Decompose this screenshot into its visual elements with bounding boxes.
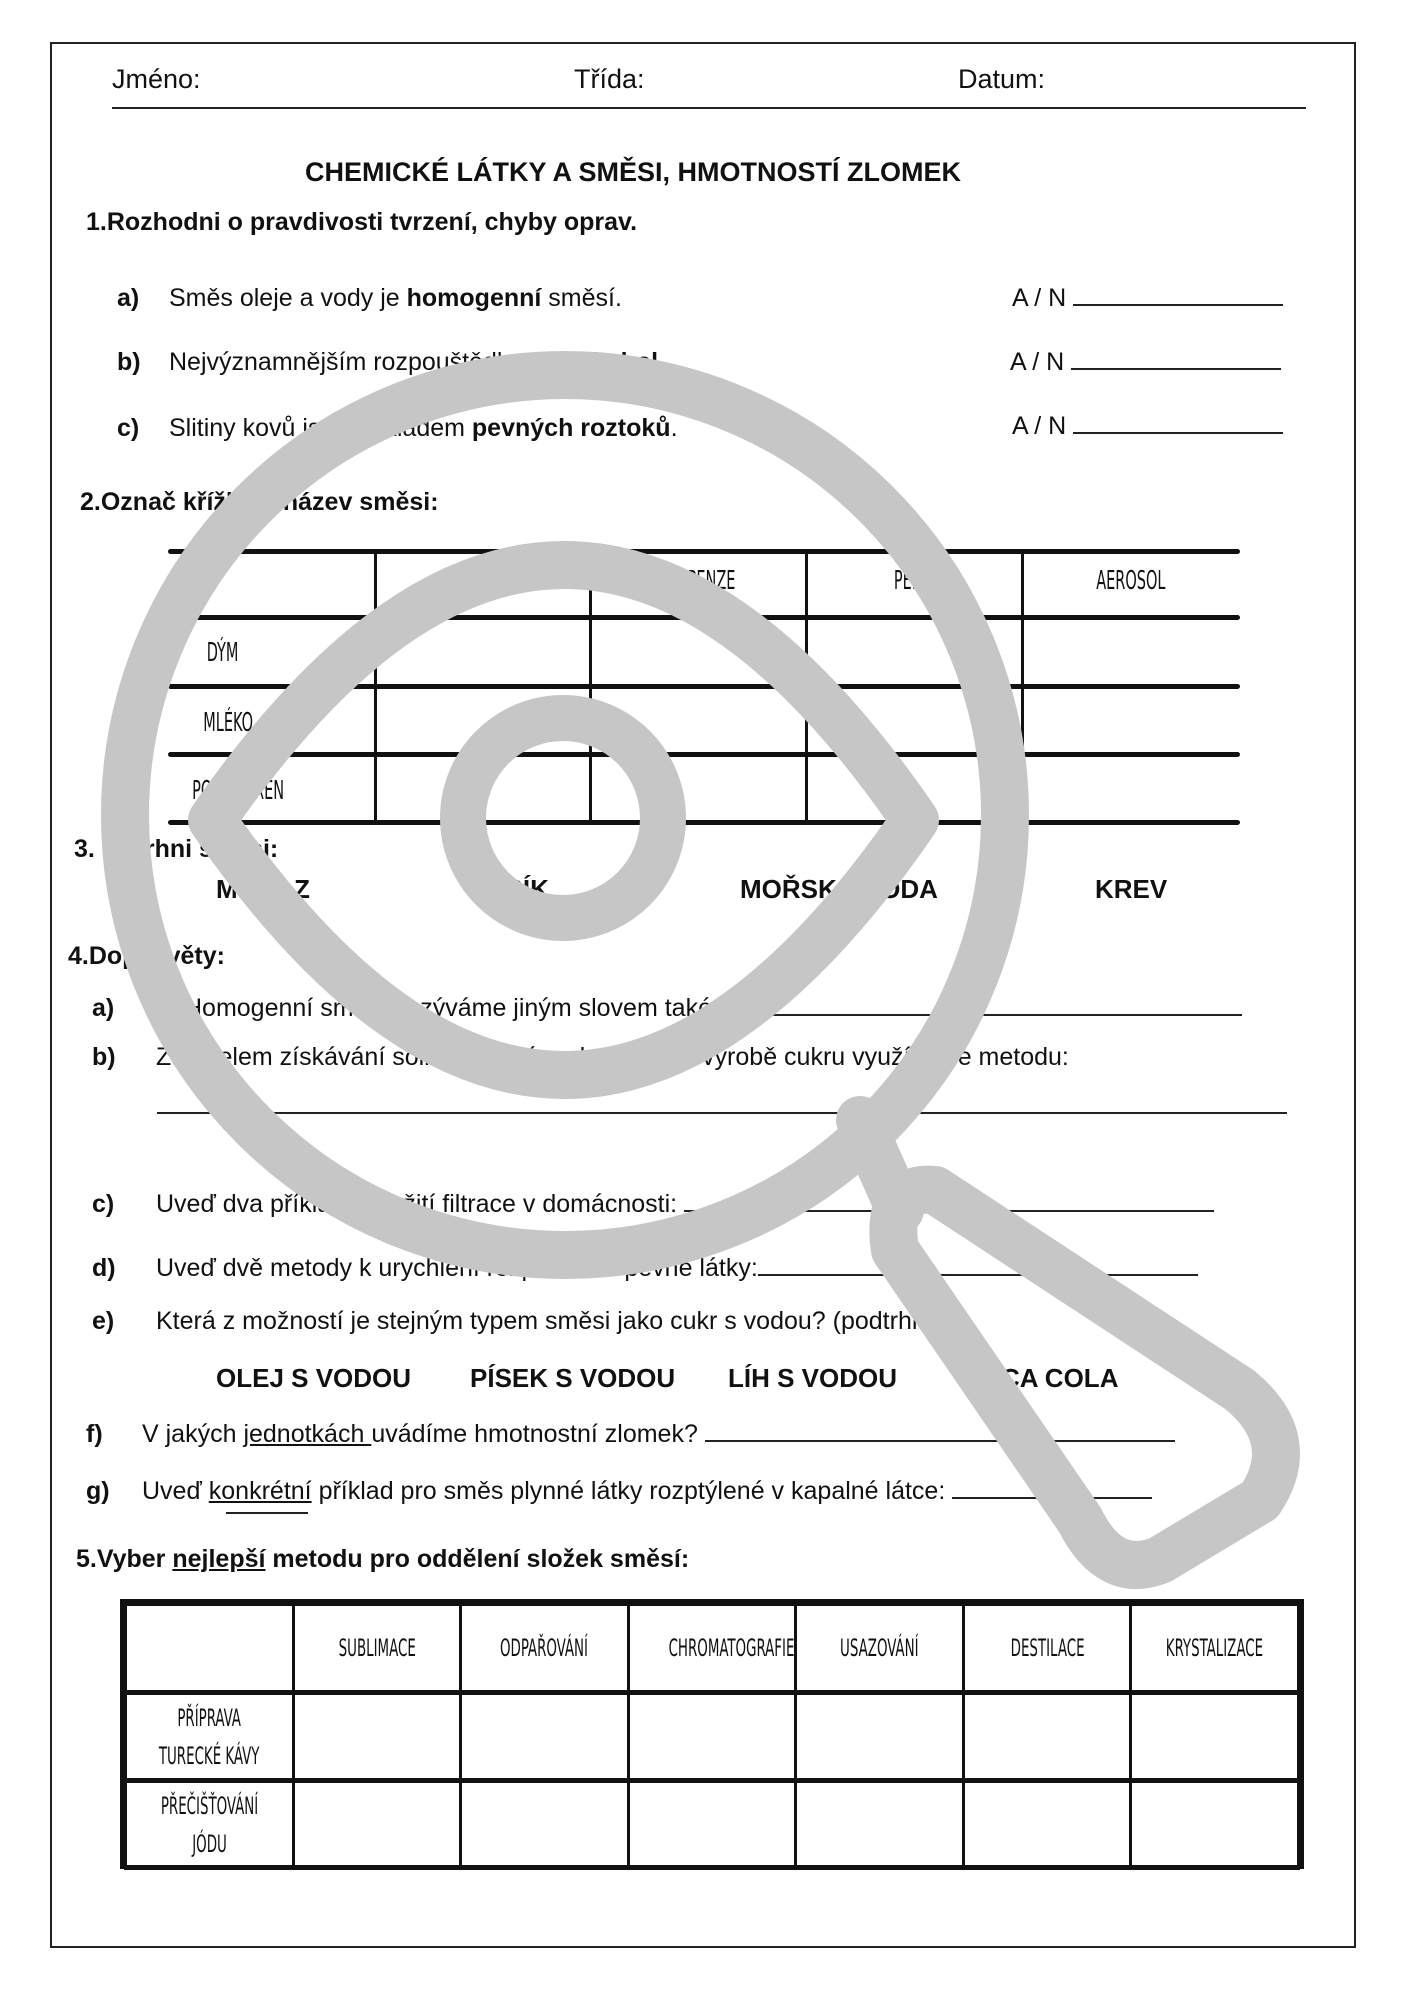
row-header-precistovani-jodu: PŘEČIŠŤOVÁNÍ JÓDU <box>126 1781 294 1869</box>
table-rule <box>168 615 1240 620</box>
item-label: c) <box>117 414 140 442</box>
table-rule <box>168 752 1240 757</box>
item-label: b) <box>117 348 141 376</box>
item-label: a) <box>117 284 140 312</box>
table-rule <box>168 549 1240 554</box>
q1-heading: 1.Rozhodni o pravdivosti tvrzení, chyby oprav. <box>86 208 638 236</box>
q4-item-c: c) Uveď dva příklady využití filtrace v domácnosti: <box>92 1188 1214 1219</box>
q1-answer-c[interactable]: A / N <box>1012 410 1283 441</box>
column-header-destilace: DESTILACE <box>963 1605 1131 1693</box>
q4-item-f: f) V jakých jednotkách uvádíme hmotnostní zlomek? <box>86 1418 1175 1449</box>
q1-item-a: a) Směs oleje a vody je homogenní směsí. <box>117 284 622 312</box>
q4-heading: 4.Doplň věty: <box>68 942 225 970</box>
row-header-polystyren: POLYSTYREN <box>192 776 284 806</box>
answer-blank[interactable] <box>772 992 1242 1016</box>
answer-blank[interactable] <box>758 1252 1198 1276</box>
q4-e-option-lih[interactable]: LÍH S VODOU <box>728 1363 898 1393</box>
column-header-krystalizace: KRYSTALIZACE <box>1131 1605 1299 1693</box>
answer-cell[interactable] <box>796 1693 964 1781</box>
answer-cell[interactable] <box>628 1781 796 1869</box>
q3-option-dusik[interactable]: DUSÍK <box>468 874 549 904</box>
separation-method-table <box>120 1599 1304 1869</box>
q3-option-morska-voda[interactable]: MOŘSKÁ VODA <box>740 874 938 904</box>
answer-blank[interactable] <box>1073 282 1283 306</box>
column-header-pena: PĚNA <box>893 566 933 596</box>
answer-blank[interactable] <box>952 1475 1152 1499</box>
answer-cell[interactable] <box>1131 1781 1299 1869</box>
q4-b-answer-line[interactable] <box>157 1112 1287 1114</box>
q3-heading: 3. Odtrhni směsi: <box>74 835 279 863</box>
name-label: Jméno: <box>112 64 201 94</box>
q4-item-d: d) Uveď dvě metody k urychlení rozpouštění pevné látky: <box>92 1252 1198 1283</box>
answer-blank[interactable] <box>1071 346 1281 370</box>
q1-answer-b[interactable]: A / N <box>1010 346 1281 377</box>
answer-cell[interactable] <box>963 1693 1131 1781</box>
q1-item-b: b) Nejvýznamnějším rozpouštědlem je alkohol. <box>117 348 666 376</box>
row-header-mleko: MLÉKO <box>203 708 253 738</box>
q4-item-b: b) Za účelem získávání soli z mořské vody nebo při výrobě cukru využíváme metodu: <box>92 1043 1069 1071</box>
q4-e-option-pisek[interactable]: PÍSEK S VODOU <box>470 1363 676 1393</box>
q1-answer-a[interactable]: A / N <box>1012 282 1283 313</box>
q4-e-option-olej[interactable]: OLEJ S VODOU <box>216 1363 412 1393</box>
q3-option-mosaz[interactable]: MOSAZ <box>216 874 310 904</box>
corner-cell <box>126 1605 294 1693</box>
header-divider <box>112 107 1306 109</box>
q4-e-option-cola[interactable]: COCA COLA <box>962 1363 1119 1393</box>
answer-cell[interactable] <box>628 1693 796 1781</box>
answer-blank[interactable] <box>1073 410 1283 434</box>
row-header-turecka-kava: PŘÍPRAVA TURECKÉ KÁVY <box>126 1693 294 1781</box>
worksheet-title: CHEMICKÉ LÁTKY A SMĚSI, HMOTNOSTÍ ZLOMEK <box>305 157 962 187</box>
q1-item-c: c) Slitiny kovů jsou příkladem pevných roztoků. <box>117 414 678 442</box>
column-header-suspenze: SUSPENZE <box>658 566 736 596</box>
q4-item-g: g) Uveď konkrétní příklad pro směs plynné látky rozptýlené v kapalné látce: <box>86 1475 1152 1506</box>
row-header-dym: DÝM <box>207 638 239 668</box>
answer-cell[interactable] <box>963 1781 1131 1869</box>
table-rule <box>168 820 1240 825</box>
column-header-aerosol: AEROSOL <box>1095 566 1166 596</box>
mixture-type-table <box>168 549 1240 825</box>
date-label: Datum: <box>958 64 1046 94</box>
answer-cell[interactable] <box>1131 1693 1299 1781</box>
column-header-chromatografie: CHROMATOGRAFIE <box>628 1605 796 1693</box>
answer-blank[interactable] <box>705 1418 1175 1442</box>
column-header-odparovani: ODPAŘOVÁNÍ <box>461 1605 629 1693</box>
underline-mark <box>226 1512 308 1514</box>
answer-blank[interactable] <box>684 1188 1214 1212</box>
q5-heading: 5.Vyber nejlepší metodu pro oddělení složek směsí: <box>76 1545 690 1573</box>
answer-cell[interactable] <box>461 1693 629 1781</box>
answer-cell[interactable] <box>461 1781 629 1869</box>
q2-heading: 2.Označ křížkem název směsi: <box>80 488 439 516</box>
q4-item-e: e) Která z možností je stejným typem směsi jako cukr s vodou? (podtrhni) <box>92 1307 940 1335</box>
column-header-sublimace: SUBLIMACE <box>293 1605 461 1693</box>
q3-option-krev[interactable]: KREV <box>1095 874 1168 904</box>
column-header-emulze: EMULZE <box>451 566 512 596</box>
answer-cell[interactable] <box>293 1693 461 1781</box>
answer-cell[interactable] <box>293 1781 461 1869</box>
answer-cell[interactable] <box>796 1781 964 1869</box>
table-rule <box>168 684 1240 689</box>
column-header-usazovani: USAZOVÁNÍ <box>796 1605 964 1693</box>
q4-item-a: a) Homogenní směsi nazýváme jiným slovem také jako <box>92 992 1242 1023</box>
class-label: Třída: <box>574 64 645 94</box>
